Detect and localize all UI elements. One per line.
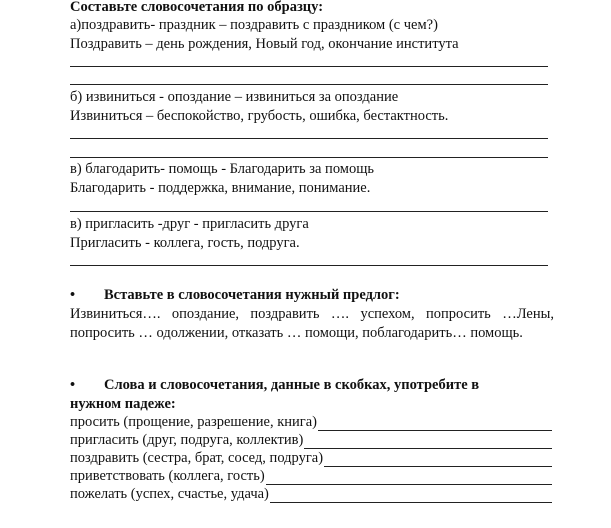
answer-blank[interactable] (266, 470, 552, 485)
answer-line[interactable] (70, 211, 548, 212)
bullet-marker: • (70, 377, 76, 393)
section3-heading-line1: Слова и словосочетания, данные в скобках, употребите в (104, 377, 480, 393)
task-a-example: а)поздравить- праздник – поздравить с праздником (с чем?) (70, 17, 438, 33)
task-v1-words: Благодарить - поддержка, внимание, понимание. (70, 180, 371, 196)
task-v2-words: Пригласить - коллега, гость, подруга. (70, 235, 300, 251)
answer-blank[interactable] (304, 434, 552, 449)
exercise-row (70, 431, 552, 449)
section2-text: Извиниться…. опоздание, поздравить …. успехом, попросить …Лены, попросить … одолжении, отказать … помощи, поблагодарить… помощь. (70, 306, 554, 341)
exercise-prompt: просить (прощение, разрешение, книга) (70, 414, 317, 430)
exercise-row (70, 485, 552, 503)
answer-line[interactable] (70, 138, 548, 139)
exercise-prompt: пригласить (друг, подруга, коллектив) (70, 432, 304, 448)
task-a-words: Поздравить – день рождения, Новый год, окончание института (70, 36, 459, 52)
answer-line[interactable] (70, 157, 548, 158)
answer-blank[interactable] (270, 488, 552, 503)
answer-line[interactable] (70, 265, 548, 266)
exercise-prompt: пожелать (успех, счастье, удача) (70, 486, 269, 502)
section1-heading: Составьте словосочетания по образцу: (70, 0, 324, 15)
exercise-prompt: приветствовать (коллега, гость) (70, 468, 265, 484)
answer-blank[interactable] (324, 452, 552, 467)
exercise-row (70, 413, 552, 431)
answer-line[interactable] (70, 66, 548, 67)
section3-heading-line2: нужном падеже: (70, 396, 176, 412)
answer-line[interactable] (70, 84, 548, 85)
task-v1-example: в) благодарить- помощь - Благодарить за помощь (70, 161, 374, 177)
answer-blank[interactable] (318, 416, 552, 431)
task-v2-example: в) пригласить -друг - пригласить друга (70, 216, 309, 232)
bullet-marker: • (70, 287, 76, 303)
exercise-prompt: поздравить (сестра, брат, сосед, подруга) (70, 450, 324, 466)
section2-heading: Вставьте в словосочетания нужный предлог: (104, 287, 400, 303)
task-b-example: б) извиниться - опоздание – извиниться за опоздание (70, 89, 399, 105)
exercise-row (70, 449, 552, 467)
exercise-row (70, 467, 552, 485)
task-b-words: Извиниться – беспокойство, грубость, ошибка, бестактность. (70, 108, 449, 124)
